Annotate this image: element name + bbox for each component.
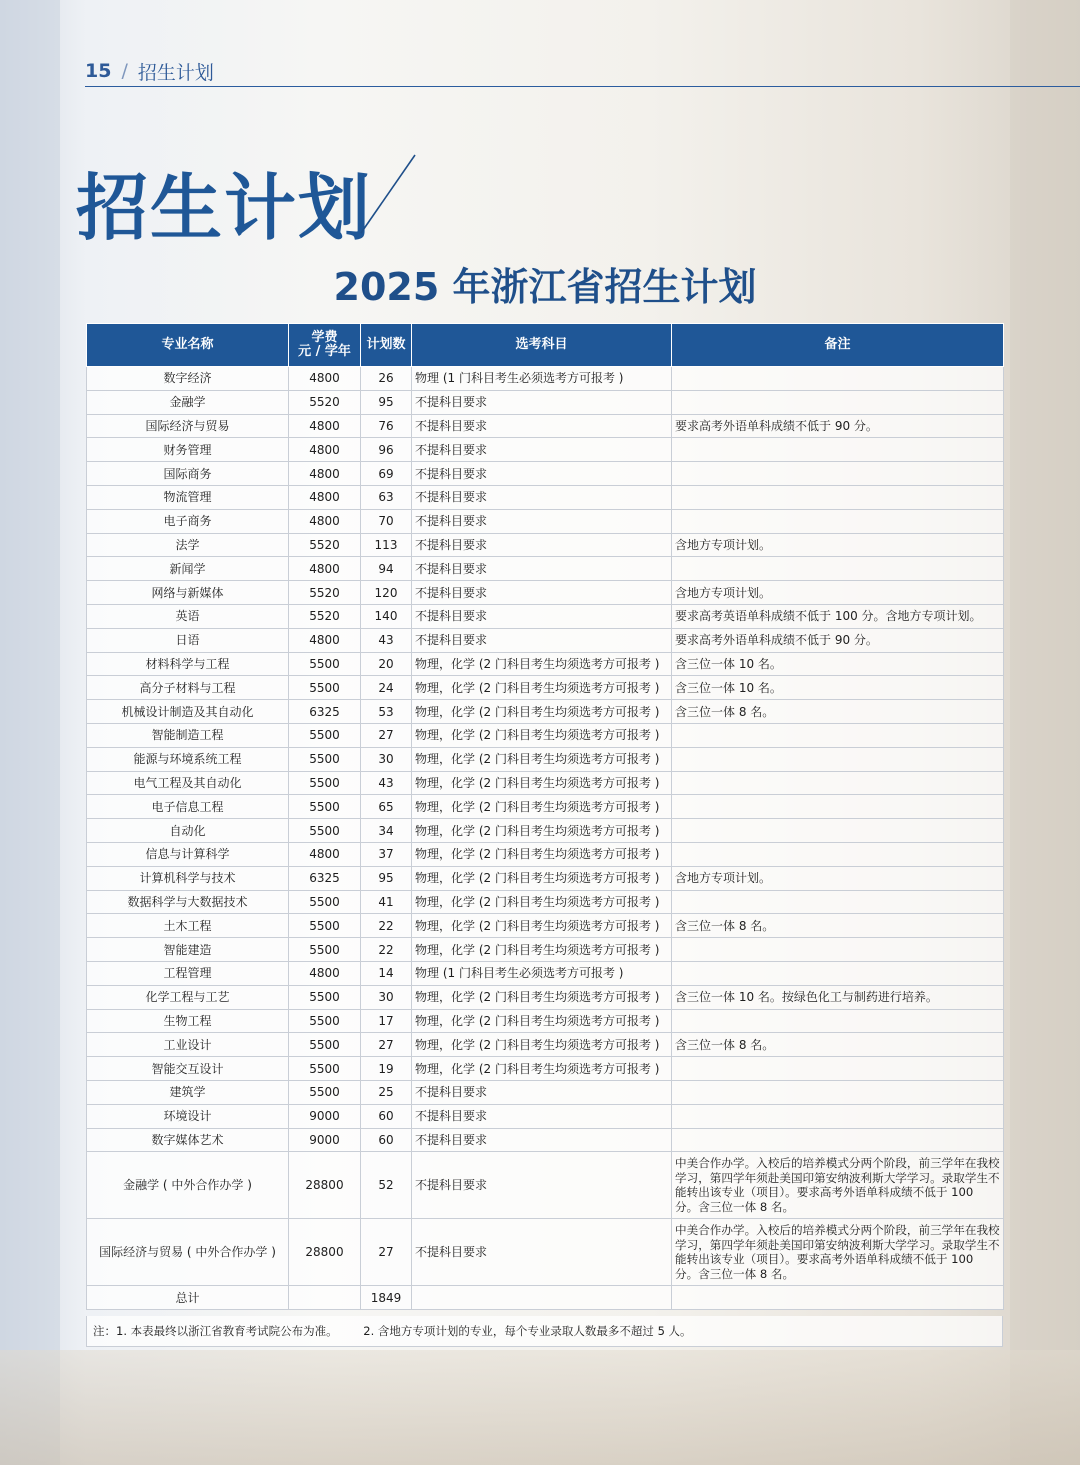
plan-count-cell: 52: [361, 1152, 412, 1219]
subject-requirement-cell: 不提科目要求: [412, 438, 672, 462]
table-row: [87, 1033, 1004, 1057]
major-name-cell: 国际商务: [87, 462, 289, 486]
plan-count-cell: 27: [361, 1033, 412, 1057]
remark-cell: [672, 795, 1004, 819]
table-row: [87, 961, 1004, 985]
subject-requirement-cell: 物理，化学 (2 门科目考生均须选考方可报考 ): [412, 866, 672, 890]
table-row: [87, 890, 1004, 914]
title-slash-decoration: [357, 153, 417, 235]
plan-count-cell: 14: [361, 961, 412, 985]
tuition-fee-cell: 5500: [289, 1057, 361, 1081]
remark-cell: [672, 438, 1004, 462]
remark-cell: [672, 747, 1004, 771]
remark-cell: [672, 509, 1004, 533]
plan-count-cell: 60: [361, 1128, 412, 1152]
page-number: 15: [85, 60, 112, 82]
subject-requirement-cell: 不提科目要求: [412, 581, 672, 605]
page-header: [85, 56, 1080, 87]
major-name-cell: 计算机科学与技术: [87, 866, 289, 890]
major-name-cell: 电气工程及其自动化: [87, 771, 289, 795]
tuition-fee-cell: 4800: [289, 367, 361, 391]
plan-count-cell: 43: [361, 771, 412, 795]
tuition-fee-cell: 5500: [289, 1033, 361, 1057]
tuition-fee-cell: 28800: [289, 1219, 361, 1286]
subject-requirement-cell: 不提科目要求: [412, 604, 672, 628]
total-label-cell: 总计: [87, 1286, 289, 1310]
table-row: [87, 533, 1004, 557]
plan-count-cell: 30: [361, 985, 412, 1009]
tuition-fee-cell: 6325: [289, 866, 361, 890]
table-row: [87, 747, 1004, 771]
plan-count-cell: 65: [361, 795, 412, 819]
table-row: [87, 914, 1004, 938]
table-row: [87, 438, 1004, 462]
remark-cell: 含三位一体 10 名。按绿色化工与制药进行培养。: [672, 985, 1004, 1009]
major-name-cell: 电子信息工程: [87, 795, 289, 819]
major-name-cell: 高分子材料与工程: [87, 676, 289, 700]
table-row: [87, 581, 1004, 605]
plan-count-cell: 22: [361, 914, 412, 938]
major-name-cell: 信息与计算科学: [87, 842, 289, 866]
plan-count-cell: 94: [361, 557, 412, 581]
subject-requirement-cell: 物理，化学 (2 门科目考生均须选考方可报考 ): [412, 890, 672, 914]
tuition-fee-cell: 5520: [289, 604, 361, 628]
subject-requirement-cell: 物理，化学 (2 门科目考生均须选考方可报考 ): [412, 914, 672, 938]
tuition-fee-cell: 5500: [289, 723, 361, 747]
major-name-cell: 环境设计: [87, 1104, 289, 1128]
remark-cell: [672, 961, 1004, 985]
column-header-plan: 计划数: [361, 324, 412, 367]
fee-header-line1: 学费: [311, 330, 338, 345]
subject-requirement-cell: 不提科目要求: [412, 1219, 672, 1286]
remark-cell: 含三位一体 8 名。: [672, 914, 1004, 938]
empty-cell: [672, 1286, 1004, 1310]
remark-cell: 要求高考外语单科成绩不低于 90 分。: [672, 628, 1004, 652]
table-row: [87, 795, 1004, 819]
major-name-cell: 金融学 ( 中外合作办学 ): [87, 1152, 289, 1219]
major-name-cell: 财务管理: [87, 438, 289, 462]
major-name-cell: 数字媒体艺术: [87, 1128, 289, 1152]
plan-count-cell: 34: [361, 819, 412, 843]
footnote-2: 2. 含地方专项计划的专业，每个专业录取人数最多不超过 5 人。: [363, 1324, 692, 1338]
major-name-cell: 化学工程与工艺: [87, 985, 289, 1009]
table-row: [87, 628, 1004, 652]
table-row: [87, 367, 1004, 391]
remark-cell: [672, 462, 1004, 486]
table-row: [87, 842, 1004, 866]
remark-cell: 含三位一体 8 名。: [672, 1033, 1004, 1057]
tuition-fee-cell: 5520: [289, 581, 361, 605]
table-row: [87, 1152, 1004, 1219]
plan-count-cell: 60: [361, 1104, 412, 1128]
tuition-fee-cell: 5500: [289, 771, 361, 795]
subject-requirement-cell: 不提科目要求: [412, 1080, 672, 1104]
major-name-cell: 土木工程: [87, 914, 289, 938]
table-row: [87, 557, 1004, 581]
plan-count-cell: 17: [361, 1009, 412, 1033]
section-subtitle: 2025 年浙江省招生计划: [333, 265, 757, 309]
subject-requirement-cell: 物理，化学 (2 门科目考生均须选考方可报考 ): [412, 723, 672, 747]
table-row: [87, 1080, 1004, 1104]
remark-cell: [672, 390, 1004, 414]
background-decoration: [0, 0, 60, 1465]
major-name-cell: 工程管理: [87, 961, 289, 985]
table-row: [87, 819, 1004, 843]
major-name-cell: 生物工程: [87, 1009, 289, 1033]
remark-cell: 中美合作办学。入校后的培养模式分两个阶段，前三学年在我校学习，第四学年须赴美国印第安纳波利斯大学学习。录取学生不能转出该专业（项目）。要求高考外语单科成绩不低于 100 分。含三位一体 8 名。: [672, 1219, 1004, 1286]
background-decoration: [0, 1350, 1080, 1465]
plan-count-cell: 43: [361, 628, 412, 652]
plan-count-cell: 27: [361, 1219, 412, 1286]
remark-cell: 含三位一体 10 名。: [672, 676, 1004, 700]
total-value-cell: 1849: [361, 1286, 412, 1310]
major-name-cell: 国际经济与贸易: [87, 414, 289, 438]
major-name-cell: 能源与环境系统工程: [87, 747, 289, 771]
remark-cell: [672, 938, 1004, 962]
column-header-subjects: 选考科目: [412, 324, 672, 367]
subject-requirement-cell: 物理，化学 (2 门科目考生均须选考方可报考 ): [412, 842, 672, 866]
subject-requirement-cell: 物理，化学 (2 门科目考生均须选考方可报考 ): [412, 747, 672, 771]
background-decoration: [1010, 0, 1080, 1465]
remark-cell: 要求高考外语单科成绩不低于 90 分。: [672, 414, 1004, 438]
table-row: [87, 985, 1004, 1009]
subject-requirement-cell: 物理，化学 (2 门科目考生均须选考方可报考 ): [412, 938, 672, 962]
tuition-fee-cell: 5500: [289, 795, 361, 819]
subject-requirement-cell: 物理，化学 (2 门科目考生均须选考方可报考 ): [412, 676, 672, 700]
tuition-fee-cell: 4800: [289, 628, 361, 652]
plan-count-cell: 53: [361, 700, 412, 724]
plan-count-cell: 30: [361, 747, 412, 771]
tuition-fee-cell: 4800: [289, 557, 361, 581]
subject-requirement-cell: 物理，化学 (2 门科目考生均须选考方可报考 ): [412, 819, 672, 843]
major-name-cell: 英语: [87, 604, 289, 628]
table-row: [87, 1219, 1004, 1286]
remark-cell: [672, 1057, 1004, 1081]
subject-requirement-cell: 物理，化学 (2 门科目考生均须选考方可报考 ): [412, 1057, 672, 1081]
table-row: [87, 390, 1004, 414]
tuition-fee-cell: 5500: [289, 890, 361, 914]
subject-requirement-cell: 物理 (1 门科目考生必须选考方可报考 ): [412, 961, 672, 985]
subject-requirement-cell: 不提科目要求: [412, 414, 672, 438]
plan-count-cell: 113: [361, 533, 412, 557]
remark-cell: 要求高考英语单科成绩不低于 100 分。含地方专项计划。: [672, 604, 1004, 628]
tuition-fee-cell: 5500: [289, 938, 361, 962]
major-name-cell: 国际经济与贸易 ( 中外合作办学 ): [87, 1219, 289, 1286]
tuition-fee-cell: 9000: [289, 1128, 361, 1152]
subject-requirement-cell: 不提科目要求: [412, 509, 672, 533]
subject-requirement-cell: 不提科目要求: [412, 390, 672, 414]
tuition-fee-cell: 6325: [289, 700, 361, 724]
major-name-cell: 数据科学与大数据技术: [87, 890, 289, 914]
page-title: 招生计划: [76, 166, 373, 250]
table-row: [87, 509, 1004, 533]
remark-cell: 含地方专项计划。: [672, 581, 1004, 605]
tuition-fee-cell: 9000: [289, 1104, 361, 1128]
table-header-row: [87, 324, 1004, 367]
plan-count-cell: 95: [361, 390, 412, 414]
tuition-fee-cell: 5500: [289, 676, 361, 700]
column-header-name: 专业名称: [87, 324, 289, 367]
major-name-cell: 金融学: [87, 390, 289, 414]
subject-requirement-cell: 物理，化学 (2 门科目考生均须选考方可报考 ): [412, 700, 672, 724]
subject-requirement-cell: 物理，化学 (2 门科目考生均须选考方可报考 ): [412, 652, 672, 676]
major-name-cell: 网络与新媒体: [87, 581, 289, 605]
column-header-fee: [289, 324, 361, 367]
plan-count-cell: 120: [361, 581, 412, 605]
fee-header-line2: 元 / 学年: [298, 344, 351, 359]
plan-count-cell: 37: [361, 842, 412, 866]
plan-count-cell: 19: [361, 1057, 412, 1081]
major-name-cell: 材料科学与工程: [87, 652, 289, 676]
major-name-cell: 工业设计: [87, 1033, 289, 1057]
tuition-fee-cell: 4800: [289, 509, 361, 533]
section-label: 招生计划: [137, 61, 214, 84]
major-name-cell: 智能交互设计: [87, 1057, 289, 1081]
table-row: [87, 462, 1004, 486]
remark-cell: [672, 819, 1004, 843]
subject-requirement-cell: 物理，化学 (2 门科目考生均须选考方可报考 ): [412, 771, 672, 795]
table-row: [87, 938, 1004, 962]
table-row: [87, 723, 1004, 747]
table-row: [87, 771, 1004, 795]
subject-requirement-cell: 不提科目要求: [412, 557, 672, 581]
major-name-cell: 法学: [87, 533, 289, 557]
empty-cell: [289, 1286, 361, 1310]
tuition-fee-cell: 5500: [289, 1080, 361, 1104]
plan-count-cell: 76: [361, 414, 412, 438]
column-header-notes: 备注: [672, 324, 1004, 367]
plan-count-cell: 41: [361, 890, 412, 914]
remark-cell: [672, 1128, 1004, 1152]
major-name-cell: 建筑学: [87, 1080, 289, 1104]
plan-count-cell: 26: [361, 367, 412, 391]
remark-cell: [672, 367, 1004, 391]
major-name-cell: 智能建造: [87, 938, 289, 962]
tuition-fee-cell: 4800: [289, 438, 361, 462]
footnote-1: 注：1. 本表最终以浙江省教育考试院公布为准。: [93, 1324, 338, 1338]
enrollment-plan-table: [86, 323, 1004, 1310]
total-row: [87, 1286, 1004, 1310]
major-name-cell: 机械设计制造及其自动化: [87, 700, 289, 724]
empty-cell: [412, 1286, 672, 1310]
plan-count-cell: 63: [361, 485, 412, 509]
subject-requirement-cell: 不提科目要求: [412, 1128, 672, 1152]
subject-requirement-cell: 物理，化学 (2 门科目考生均须选考方可报考 ): [412, 1009, 672, 1033]
remark-cell: [672, 890, 1004, 914]
remark-cell: [672, 1104, 1004, 1128]
remark-cell: 含三位一体 8 名。: [672, 700, 1004, 724]
plan-count-cell: 24: [361, 676, 412, 700]
major-name-cell: 自动化: [87, 819, 289, 843]
tuition-fee-cell: 5520: [289, 533, 361, 557]
tuition-fee-cell: 5500: [289, 1009, 361, 1033]
plan-count-cell: 70: [361, 509, 412, 533]
table-row: [87, 652, 1004, 676]
table-row: [87, 700, 1004, 724]
table-row: [87, 1009, 1004, 1033]
plan-count-cell: 140: [361, 604, 412, 628]
plan-count-cell: 25: [361, 1080, 412, 1104]
table-row: [87, 676, 1004, 700]
major-name-cell: 智能制造工程: [87, 723, 289, 747]
remark-cell: [672, 771, 1004, 795]
subject-requirement-cell: 物理，化学 (2 门科目考生均须选考方可报考 ): [412, 1033, 672, 1057]
table-footnote: [86, 1316, 1003, 1347]
tuition-fee-cell: 5520: [289, 390, 361, 414]
table-row: [87, 604, 1004, 628]
subject-requirement-cell: 物理 (1 门科目考生必须选考方可报考 ): [412, 367, 672, 391]
plan-count-cell: 96: [361, 438, 412, 462]
major-name-cell: 电子商务: [87, 509, 289, 533]
tuition-fee-cell: 4800: [289, 842, 361, 866]
subject-requirement-cell: 不提科目要求: [412, 533, 672, 557]
table-row: [87, 485, 1004, 509]
table-row: [87, 414, 1004, 438]
tuition-fee-cell: 5500: [289, 914, 361, 938]
major-name-cell: 数字经济: [87, 367, 289, 391]
table-row: [87, 1104, 1004, 1128]
plan-count-cell: 27: [361, 723, 412, 747]
remark-cell: 含三位一体 10 名。: [672, 652, 1004, 676]
remark-cell: 中美合作办学。入校后的培养模式分两个阶段，前三学年在我校学习，第四学年须赴美国印第安纳波利斯大学学习。录取学生不能转出该专业（项目）。要求高考外语单科成绩不低于 100 分。含三位一体 8 名。: [672, 1152, 1004, 1219]
tuition-fee-cell: 4800: [289, 961, 361, 985]
tuition-fee-cell: 5500: [289, 747, 361, 771]
plan-count-cell: 69: [361, 462, 412, 486]
tuition-fee-cell: 5500: [289, 819, 361, 843]
remark-cell: [672, 485, 1004, 509]
tuition-fee-cell: 5500: [289, 652, 361, 676]
subject-requirement-cell: 不提科目要求: [412, 628, 672, 652]
major-name-cell: 物流管理: [87, 485, 289, 509]
remark-cell: [672, 723, 1004, 747]
tuition-fee-cell: 4800: [289, 485, 361, 509]
subject-requirement-cell: 不提科目要求: [412, 485, 672, 509]
remark-cell: [672, 1009, 1004, 1033]
table-row: [87, 1057, 1004, 1081]
remark-cell: [672, 557, 1004, 581]
divider-slash: /: [121, 60, 128, 82]
remark-cell: 含地方专项计划。: [672, 866, 1004, 890]
subject-requirement-cell: 不提科目要求: [412, 1104, 672, 1128]
table-row: [87, 1128, 1004, 1152]
plan-count-cell: 20: [361, 652, 412, 676]
remark-cell: [672, 1080, 1004, 1104]
subject-requirement-cell: 物理，化学 (2 门科目考生均须选考方可报考 ): [412, 795, 672, 819]
tuition-fee-cell: 28800: [289, 1152, 361, 1219]
plan-count-cell: 95: [361, 866, 412, 890]
plan-count-cell: 22: [361, 938, 412, 962]
tuition-fee-cell: 4800: [289, 462, 361, 486]
remark-cell: 含地方专项计划。: [672, 533, 1004, 557]
tuition-fee-cell: 4800: [289, 414, 361, 438]
subject-requirement-cell: 物理，化学 (2 门科目考生均须选考方可报考 ): [412, 985, 672, 1009]
tuition-fee-cell: 5500: [289, 985, 361, 1009]
major-name-cell: 新闻学: [87, 557, 289, 581]
table-row: [87, 866, 1004, 890]
remark-cell: [672, 842, 1004, 866]
subject-requirement-cell: 不提科目要求: [412, 462, 672, 486]
subject-requirement-cell: 不提科目要求: [412, 1152, 672, 1219]
major-name-cell: 日语: [87, 628, 289, 652]
